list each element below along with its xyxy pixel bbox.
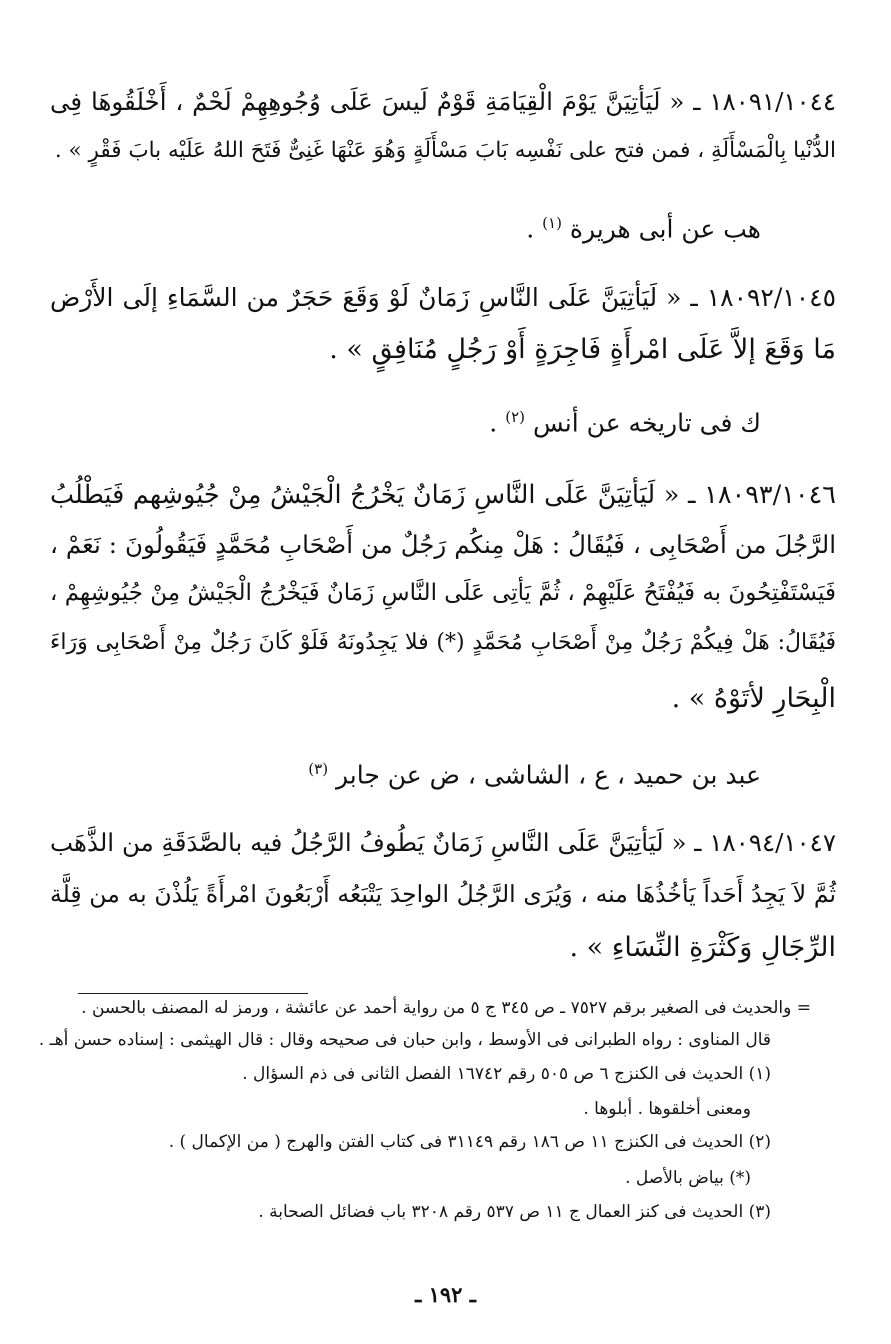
hadith-1046-source [308,760,761,789]
hadith-1046-line-1: ١٨٠٩٣/١٠٤٦ ـ « لَيَأتِيَنَّ عَلَى النَّاسِ زَمَانٌ يَخْرُجُ الْجَيْشُ مِنْ جُيُوشِهم فَيَطْلُبُ [50,480,836,510]
source-text: عبد بن حميد ، ع ، الشاشى ، ض عن جابر [336,760,761,790]
footnote-divider [78,993,308,994]
footnote-continued-1: = والحديث فى الصغير برقم ٧٥٢٧ ـ ص ٣٤٥ ج ٥ من رواية أحمد عن عائشة ، ورمز له المصنف بالحسن . [81,998,811,1018]
footnote-asterisk: (*) بياض بالأصل . [625,1168,751,1188]
hadith-1046-line-4: فَيُقَالُ: هَلْ فِيكُمْ رَجُلٌ مِنْ أَصْحَابِ مُحَمَّدٍ (*) فلا يَجِدُونَهُ فَلَوْ كَانَ رَجُلٌ مِنْ أَصْحَابِى وَرَاءَ [50,630,836,655]
footnote-2: (٢) الحديث فى الكنزج ١١ ص ١٨٦ رقم ٣١١٤٩ فى كتاب الفتن والهرج ( من الإكمال ) . [168,1132,771,1152]
hadith-1047-line-3: الرِّجَالِ وَكَثْرَةِ النِّسَاءِ » . [569,932,836,963]
footnote-ref: (٣) [308,760,329,778]
hadith-1046-line-2: الرَّجُلَ من أَصْحَابِى ، فَيُقَالُ : هَلْ مِنكُم رَجُلٌ من أَصْحَابِ مُحَمَّدٍ فَيَقُولُونَ : نَعَمْ ، [50,530,836,559]
source-text: هب عن أبى هريرة [569,214,761,244]
hadith-1044-line-1: ١٨٠٩١/١٠٤٤ ـ « لَيَأتِيَنَّ يَوْمَ الْقِيَامَةِ قَوْمٌ لَيسَ عَلَى وُجُوهِهِمْ لَحْمٌ ، أَخْلَقُوهَا فِى [50,87,836,116]
footnote-ref: (٢) [505,408,525,426]
page-number: ـ ١٩٢ ـ [415,1282,476,1307]
hadith-1047-line-1: ١٨٠٩٤/١٠٤٧ ـ « لَيَأتِيَنَّ عَلَى النَّاسِ زَمَانٌ يَطُوفُ الرَّجُلُ فيه بالصَّدَقَةِ من الذَّهَب [50,828,836,857]
hadith-1044-line-2: الدُّنْيا بِالْمَسْأَلَةِ ، فمن فتح على نَفْسِه بَابَ مَسْأَلَةٍ وَهُوَ عَنْهَا غَنِىٌّ فَتَحَ اللهُ عَلَيْه بابَ فَقْرٍ » . [54,138,836,163]
hadith-1045-line-2: مَا وَقَعَ إلاَّ عَلَى امْرأَةٍ فَاجِرَةٍ أَوْ رَجُلٍ مُنَافِقٍ » . [329,334,836,365]
footnote-3: (٣) الحديث فى كنز العمال ج ١١ ص ٥٣٧ رقم ٣٢٠٨ باب فضائل الصحابة . [258,1202,771,1222]
hadith-1046-line-5: الْبِحَارِ لأتَوْهُ » . [671,683,836,714]
footnote-1: (١) الحديث فى الكنزج ٦ ص ٥٠٥ رقم ١٦٧٤٢ الفصل الثانى فى ذم السؤال . [242,1064,771,1084]
hadith-1045-line-1: ١٨٠٩٢/١٠٤٥ ـ « لَيَأتِيَنَّ عَلَى النَّاسِ زَمَانٌ لَوْ وَقَعَ حَجَرٌ من السَّمَاءِ إلَى الأَرْض [50,283,836,312]
hadith-1047-line-2: ثُمَّ لاَ يَجِدُ أَحَداً يَأخُذُهَا منه ، وَيُرَى الرَّجُلُ الواحِدَ يَتْبَعُه أَرْبَعُونَ امْرأَةً يَلُذْنَ به من قِلَّة [50,880,836,908]
hadith-1044-source: هب عن أبى هريرة $^{(١)}$ . [526,214,761,244]
hadith-1045-source: ك فى تاريخه عن أنس $^{(٢)}$ . [489,408,761,438]
source-text: ك فى تاريخه عن أنس [532,408,761,438]
hadith-1046-line-3: فَيَسْتَفْتِحُونَ به فَيُفْتَحُ عَلَيْهِمْ ، ثُمَّ يَأتِى عَلَى النَّاسِ زَمَانٌ فَيَخْرُجُ الْجَيْشُ مِنْ جُيُوشِهِمْ ، [50,580,836,606]
footnote-continued-2: قال المناوى : رواه الطبرانى فى الأوسط ، وابن حبان فى صحيحه وقال : قال الهيثمى : إسناده حسن أهـ . [38,1030,771,1050]
footnote-ref: (١) [542,214,562,232]
footnote-1-note: ومعنى أخلقوها . أبلوها . [583,1099,751,1119]
